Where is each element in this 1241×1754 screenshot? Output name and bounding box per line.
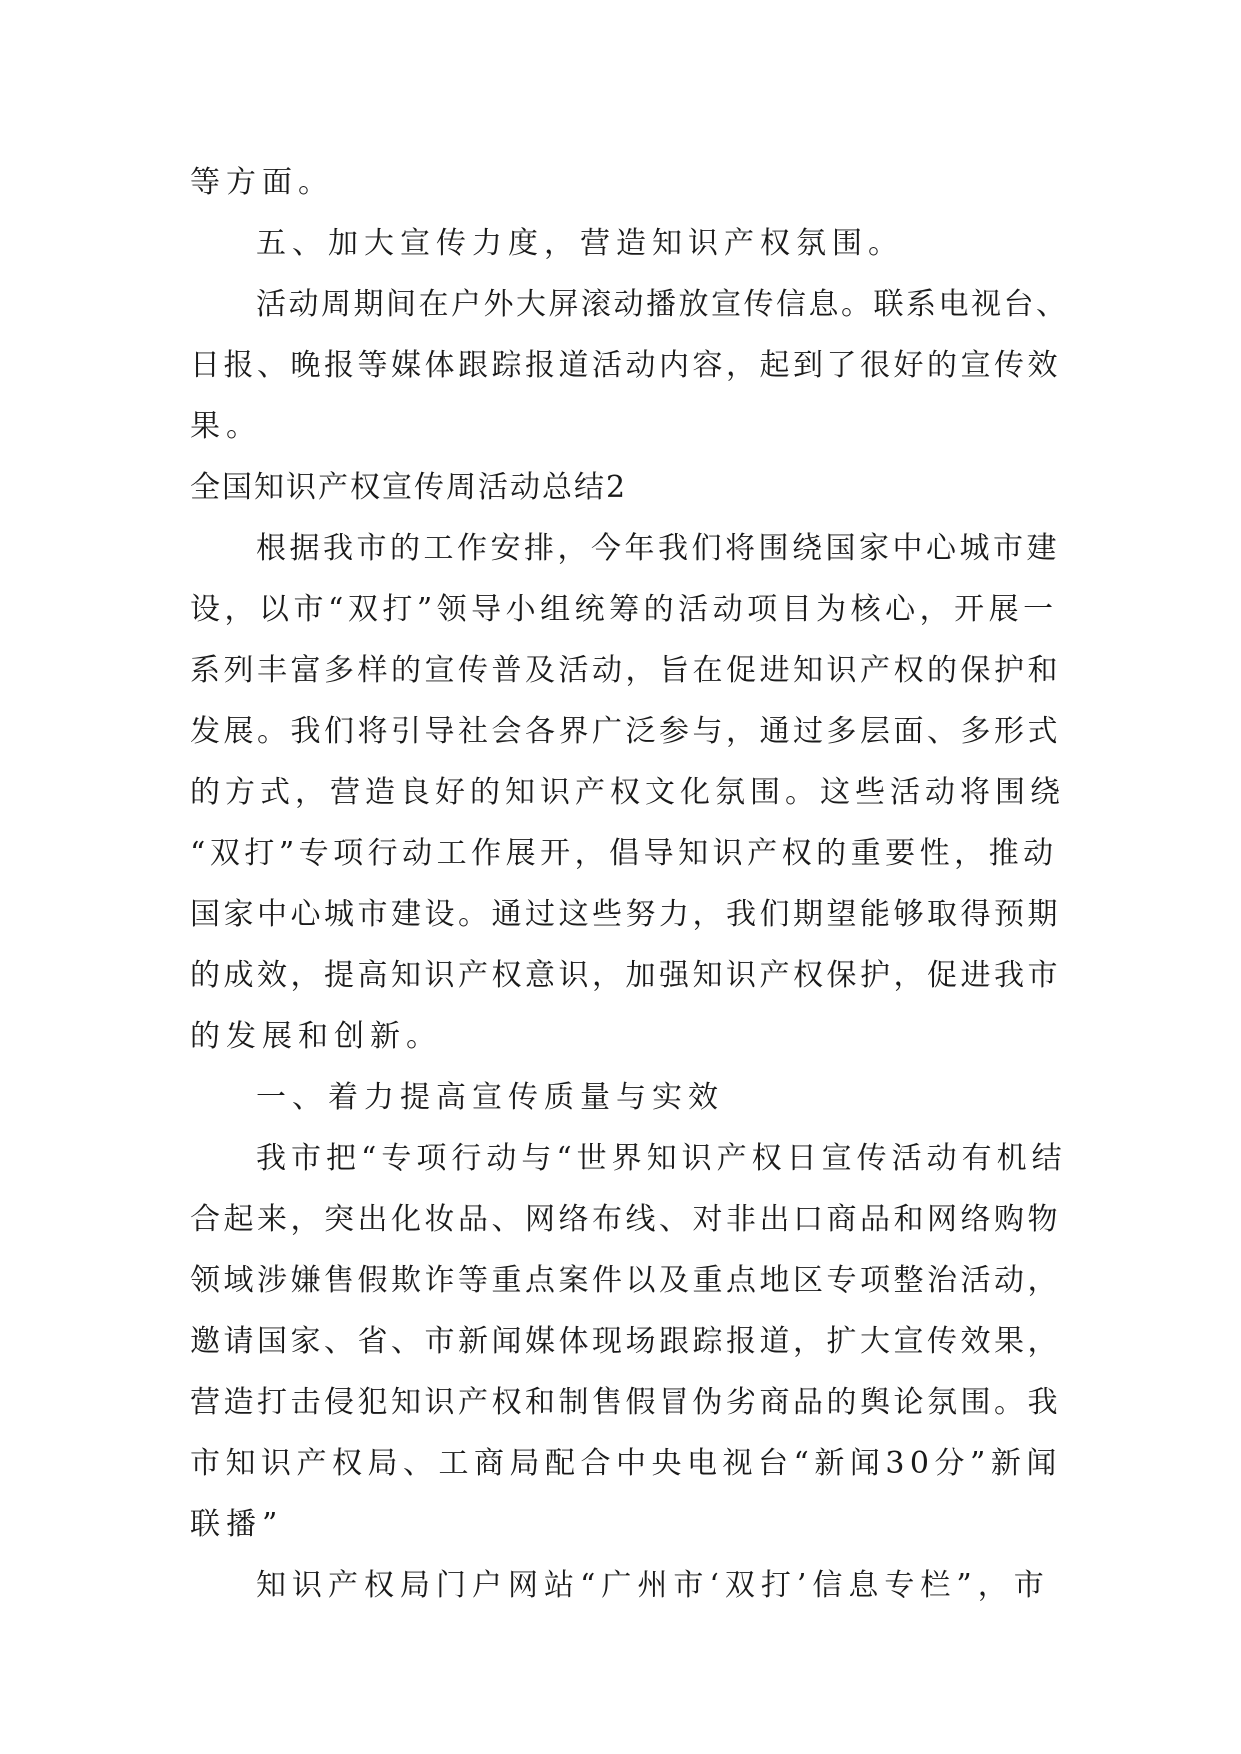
text-line: 果。 (190, 409, 262, 444)
text-line: 的方式，营造良好的知识产权文化氛围。这些活动将围绕 (190, 775, 1065, 810)
text-line: 营造打击侵犯知识产权和制售假冒伪劣商品的舆论氛围。我 (190, 1385, 1061, 1420)
text-line: 系列丰富多样的宣传普及活动，旨在促进知识产权的保护和 (190, 653, 1061, 688)
text-line: 的成效，提高知识产权意识，加强知识产权保护，促进我市 (190, 958, 1061, 993)
text-line: 日报、晚报等媒体跟踪报道活动内容，起到了很好的宣传效 (190, 348, 1061, 383)
text-line: 我市把“专项行动与“世界知识产权日宣传活动有机结 (256, 1141, 1067, 1176)
text-line: 国家中心城市建设。通过这些努力，我们期望能够取得预期 (190, 897, 1061, 932)
text-line: 等方面。 (190, 165, 334, 200)
text-line: 联播” (190, 1507, 284, 1542)
text-line: 发展。我们将引导社会各界广泛参与，通过多层面、多形式 (190, 714, 1061, 749)
text-line: 活动周期间在户外大屏滚动播放宣传信息。联系电视台、 (256, 287, 1069, 322)
document-body (190, 152, 1070, 1616)
text-line: 合起来，突出化妆品、网络布线、对非出口商品和网络购物 (190, 1202, 1061, 1237)
section-heading: 五、加大宣传力度，营造知识产权氛围。 (256, 226, 904, 261)
text-line: 领域涉嫌售假欺诈等重点案件以及重点地区专项整治活动， (190, 1263, 1061, 1298)
text-line: 的发展和创新。 (190, 1019, 442, 1054)
text-line: 设，以市“双打”领导小组统筹的活动项目为核心，开展一 (190, 592, 1058, 627)
text-line: 邀请国家、省、市新闻媒体现场跟踪报道，扩大宣传效果， (190, 1324, 1061, 1359)
text-line: “双打”专项行动工作展开，倡导知识产权的重要性，推动 (190, 836, 1058, 871)
text-line: 知识产权局门户网站“广州市‘双打’信息专栏”，市 (256, 1568, 1050, 1603)
article-title: 全国知识产权宣传周活动总结2 (190, 470, 628, 505)
text-line: 市知识产权局、工商局配合中央电视台“新闻30分”新闻 (190, 1446, 1062, 1481)
section-heading: 一、着力提高宣传质量与实效 (256, 1080, 724, 1115)
text-line: 根据我市的工作安排，今年我们将围绕国家中心城市建 (256, 531, 1060, 566)
